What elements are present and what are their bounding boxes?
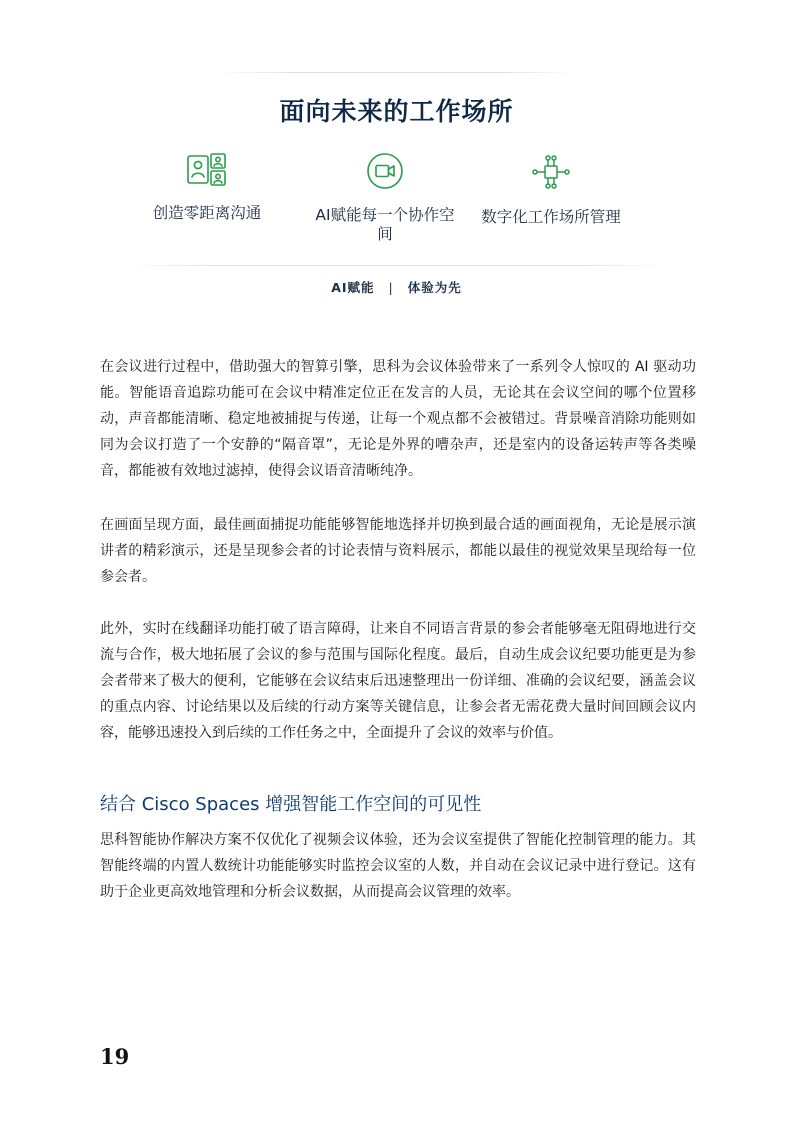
hero-title: 面向未来的工作场所 [279,97,514,126]
feature-label: 创造零距离沟通 [152,204,262,222]
feature-label: AI赋能每一个协作空间 [315,206,455,243]
body-paragraph: 在会议进行过程中，借助强大的智算引擎，思科为会议体验带来了一系列令人惊叹的 AI 驱动功能。智能语音追踪功能可在会议中精准定位正在发言的人员，无论其在会议空间的哪个位置移动，声音都能清晰、稳定地被捕捉与传递，让每一个观点都不会被错过。背景噪音消除功能则如同为会议打造了一个安静的“隔音罩”，无论是外界的嘈杂声，还是室内的设备运转声等各类噪音，都能被有效地过滤掉，使得会议语音清晰纯净。 [100,359,696,479]
body-paragraph: 在画面呈现方面，最佳画面捕捉功能能够智能地选择并切换到最合适的画面视角，无论是展示演讲者的精彩演示，还是呈现参会者的讨论表情与资料展示，都能以最佳的视觉效果呈现给每一位参会者。 [100,517,696,585]
tagline-separator: | [388,280,394,295]
feature-digital-workplace [466,152,636,227]
contact-cards-icon [186,152,228,188]
section-paragraph: 思科智能协作解决方案不仅优化了视频会议体验，还为会议室提供了智能化控制管理的能力。其智能终端的内置人数统计功能能够实时监控会议室的人数，并自动在会议记录中进行登记。这有助于企业更高效地管理和分析会议数据，从而提高会议管理的效率。 [100,832,696,900]
body-paragraph: 此外，实时在线翻译功能打破了语言障碍，让来自不同语言背景的参会者能够毫无阻碍地进行交流与合作，极大地拓展了会议的参与范围与国际化程度。最后，自动生成会议纪要功能更是为参会者带来了极大的便利，它能够在会议结束后迅速整理出一份详细、准确的会议纪要，涵盖会议的重点内容、讨论结果以及后续的行动方案等关键信息，让参会者无需花费大量时间回顾会议内容，能够迅速投入到后续的工作任务之中，全面提升了会议的效率与价值。 [100,621,696,741]
feature-ai-collab-space [300,152,470,244]
tagline [0,278,793,296]
feature-label: 数字化工作场所管理 [481,208,621,226]
network-nodes-icon [531,152,571,192]
section-heading: 结合 Cisco Spaces 增强智能工作空间的可见性 [100,794,482,815]
hero-top-divider [216,72,578,73]
tagline-right: 体验为先 [407,280,462,295]
tagline-left: AI赋能 [331,280,375,295]
video-camera-icon [366,152,404,190]
hero-bottom-divider [128,265,668,266]
feature-zero-distance [122,152,292,223]
page-number: 19 [100,1044,130,1069]
